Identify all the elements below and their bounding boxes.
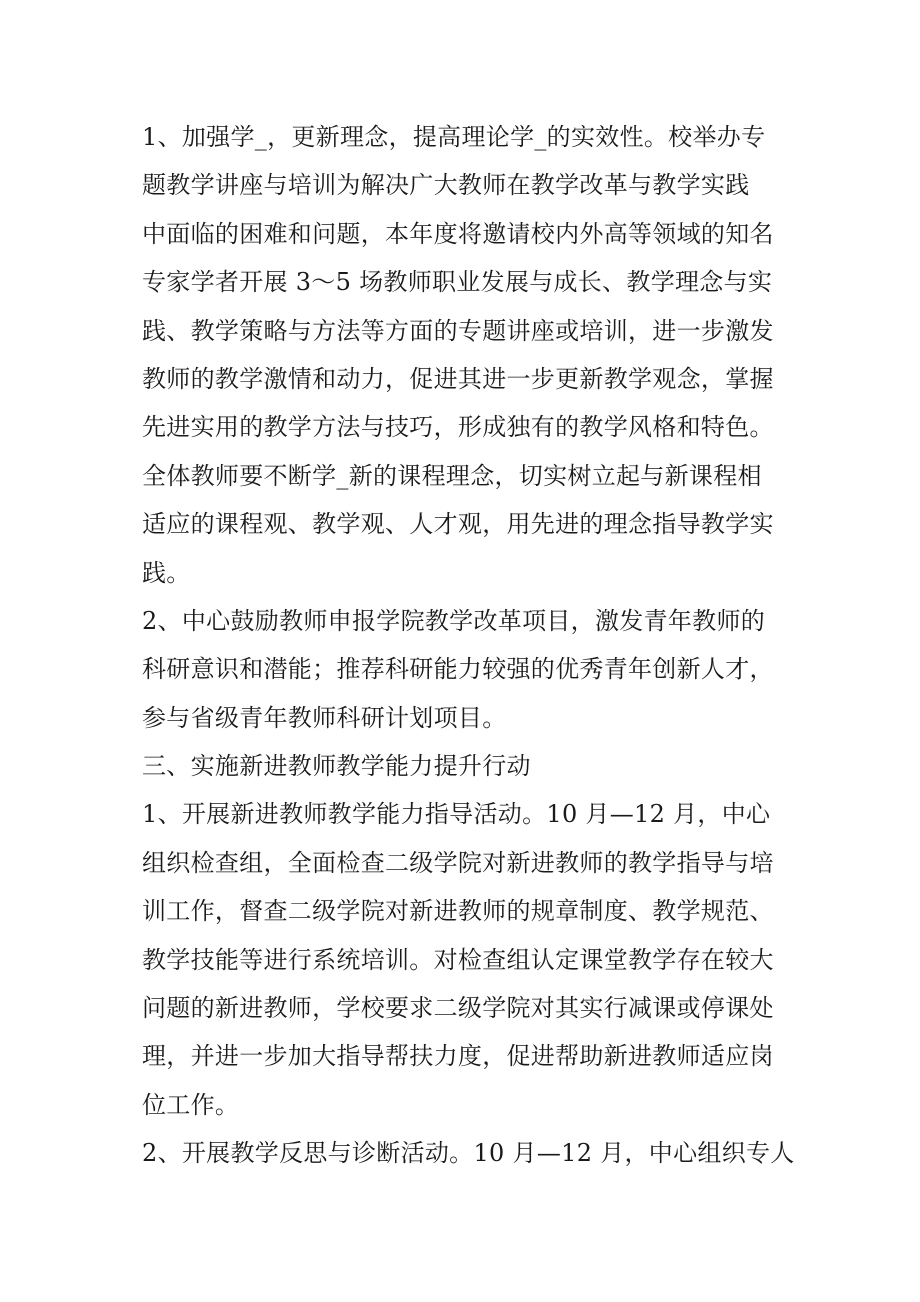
text-line: 先进实用的教学方法与技巧，形成独有的教学风格和特色。 <box>142 413 774 442</box>
section-heading: 三、实施新进教师教学能力提升行动 <box>142 752 531 781</box>
text-line: 科研意识和潜能；推荐科研能力较强的优秀青年创新人才， <box>142 655 774 684</box>
text-line: 2、开展教学反思与诊断活动。10 月—12 月，中心组织专人 <box>142 1139 795 1168</box>
text-line: 1、开展新进教师教学能力指导活动。10 月—12 月，中心 <box>142 800 771 829</box>
text-line: 训工作，督查二级学院对新进教师的规章制度、教学规范、 <box>142 897 774 926</box>
text-line: 组织检查组，全面检查二级学院对新进教师的教学指导与培 <box>142 848 774 877</box>
text-line: 2、中心鼓励教师申报学院教学改革项目，激发青年教师的 <box>142 606 766 635</box>
text-line: 教学技能等进行系统培训。对检查组认定课堂教学存在较大 <box>142 945 774 974</box>
text-line: 专家学者开展 3～5 场教师职业发展与成长、教学理念与实 <box>142 268 773 297</box>
text-line: 全体教师要不断学_新的课程理念，切实树立起与新课程相 <box>142 461 762 490</box>
text-line: 参与省级青年教师科研计划项目。 <box>142 703 507 732</box>
document-body <box>142 113 802 1178</box>
text-line: 适应的课程观、教学观、人才观，用先进的理念指导教学实 <box>142 510 774 539</box>
text-line: 1、加强学_，更新理念，提高理论学_的实效性。校举办专 <box>142 123 766 151</box>
text-line: 题教学讲座与培训为解决广大教师在教学改革与教学实践 <box>142 171 750 200</box>
text-line: 中面临的困难和问题，本年度将邀请校内外高等领域的知名 <box>142 219 774 248</box>
text-line: 践。 <box>142 558 191 587</box>
text-line: 位工作。 <box>142 1090 240 1119</box>
text-line: 问题的新进教师，学校要求二级学院对其实行减课或停课处 <box>142 994 774 1023</box>
text-line: 教师的教学激情和动力，促进其进一步更新教学观念，掌握 <box>142 364 774 393</box>
text-line: 践、教学策略与方法等方面的专题讲座或培训，进一步激发 <box>142 316 774 345</box>
text-line: 理，并进一步加大指导帮扶力度，促进帮助新进教师适应岗 <box>142 1042 774 1071</box>
